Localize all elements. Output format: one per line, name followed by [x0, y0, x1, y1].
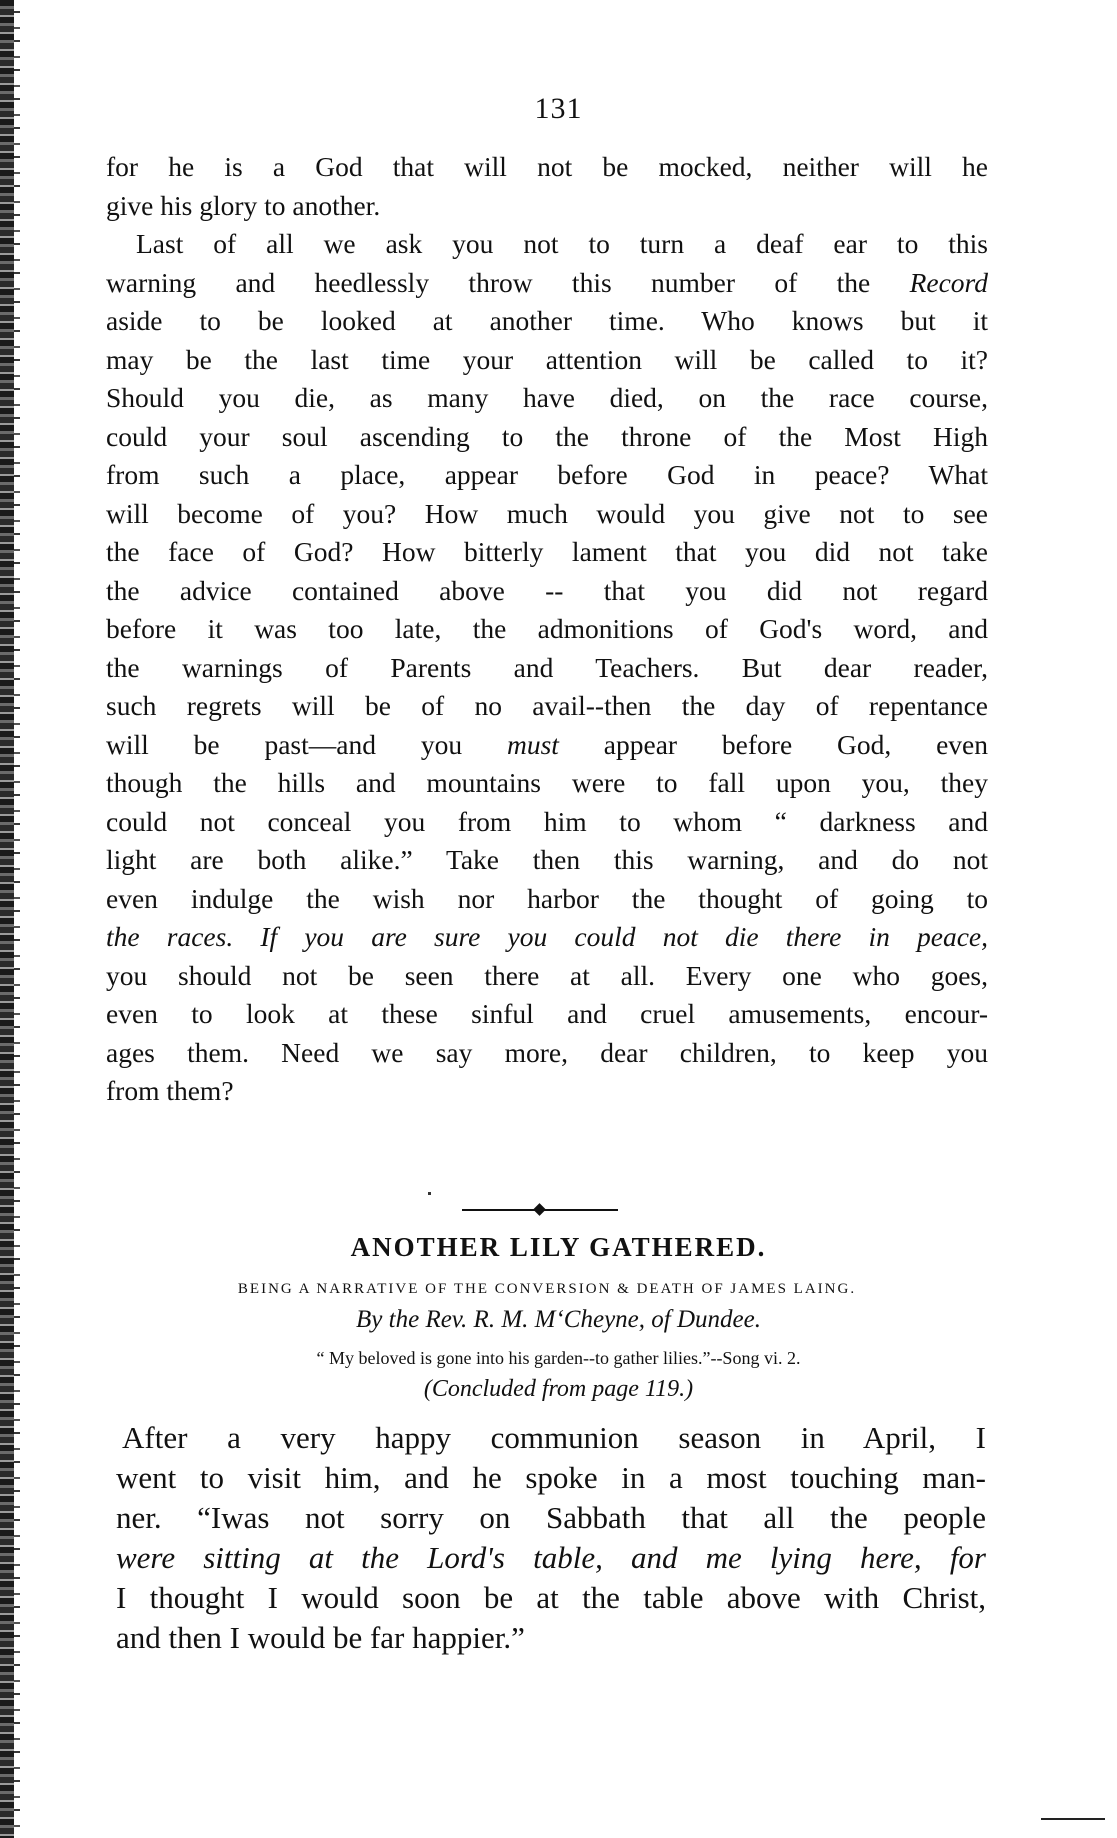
text-line: aside to be looked at another time. Who knows but it	[106, 305, 988, 336]
text-line: give his glory to another.	[106, 189, 381, 221]
narrative-line: ner. “Iwas not sorry on Sabbath that all the people	[116, 1500, 986, 1535]
text-line	[106, 918, 988, 957]
text-line: such regrets will be of no avail--then the day of repentance	[106, 690, 988, 721]
text-line	[106, 726, 988, 765]
text-line: could not conceal you from him to whom “ darkness and	[106, 805, 988, 837]
narrative-italic: were sitting at the Lord's table, and me lying here, for	[116, 1540, 986, 1575]
text-line: could your soul ascending to the throne of the Most High	[106, 420, 988, 452]
narrative-line: I thought I would soon be at the table above with Christ,	[116, 1580, 986, 1615]
text-line: from them?	[106, 1075, 234, 1106]
text-line: Last of all we ask you not to turn a deaf ear to this	[136, 228, 988, 259]
emphasis-sentence: the races. If you are sure you could not die there in peace,	[106, 921, 988, 952]
text-segment: will be past—and you	[106, 728, 463, 760]
continuation-note: (Concluded from page 119.)	[423, 1376, 694, 1402]
narrative-line: went to visit him, and he spoke in a most touching man-	[116, 1460, 986, 1495]
section-divider	[462, 1203, 618, 1217]
body-text	[106, 148, 988, 1111]
book-binding-edge	[0, 0, 14, 1838]
text-segment: appear before God, even	[603, 728, 989, 760]
text-line	[106, 264, 988, 303]
text-line: the warnings of Parents and Teachers. But dear reader,	[106, 651, 988, 683]
page-number: 131	[534, 92, 583, 125]
text-segment: warning and heedlessly throw this number of the	[106, 266, 871, 298]
text-line: the advice contained above -- that you did not regard	[106, 574, 988, 606]
narrative-text	[116, 1418, 986, 1658]
section-subheading: BEING A NARRATIVE OF THE CONVERSION & DEATH OF JAMES LAING.	[237, 1281, 857, 1297]
narrative-line	[116, 1538, 986, 1578]
text-line: before it was too late, the admonitions of God's word, and	[106, 613, 988, 644]
text-line: the face of God? How bitterly lament that you did not take	[106, 536, 988, 567]
text-line: Should you die, as many have died, on the race course,	[106, 382, 988, 413]
corner-rule-mark	[1041, 1818, 1105, 1820]
stray-dot	[428, 1192, 431, 1195]
text-line: even indulge the wish nor harbor the thought of going to	[106, 882, 988, 914]
emphasis-word: must	[506, 728, 559, 760]
epigraph: “ My beloved is gone into his garden--to gather lilies.”--Song vi. 2.	[316, 1348, 801, 1368]
text-line: though the hills and mountains were to fall upon you, they	[106, 767, 988, 798]
narrative-line: After a very happy communion season in April, I	[122, 1420, 986, 1455]
text-line: you should not be seen there at all. Every one who goes,	[106, 959, 988, 991]
divider-diamond-ornament	[533, 1203, 546, 1216]
section-heading: ANOTHER LILY GATHERED.	[350, 1232, 767, 1262]
text-line: for he is a God that will not be mocked, neither will he	[106, 151, 988, 182]
narrative-line: and then I would be far happier.”	[116, 1620, 525, 1655]
author-byline: By the Rev. R. M. M‘Cheyne, of Dundee.	[356, 1306, 761, 1333]
text-line: may be the last time your attention will be called to it?	[106, 343, 988, 375]
text-line: light are both alike.” Take then this warning, and do not	[106, 844, 988, 875]
text-line: ages them. Need we say more, dear children, to keep you	[106, 1036, 988, 1068]
text-line: from such a place, appear before God in peace? What	[106, 459, 988, 490]
publication-title: Record	[909, 266, 988, 298]
text-line: even to look at these sinful and cruel amusements, encour-	[106, 998, 988, 1029]
book-binding-shadow	[14, 0, 20, 1838]
text-line: will become of you? How much would you give not to see	[106, 497, 988, 529]
